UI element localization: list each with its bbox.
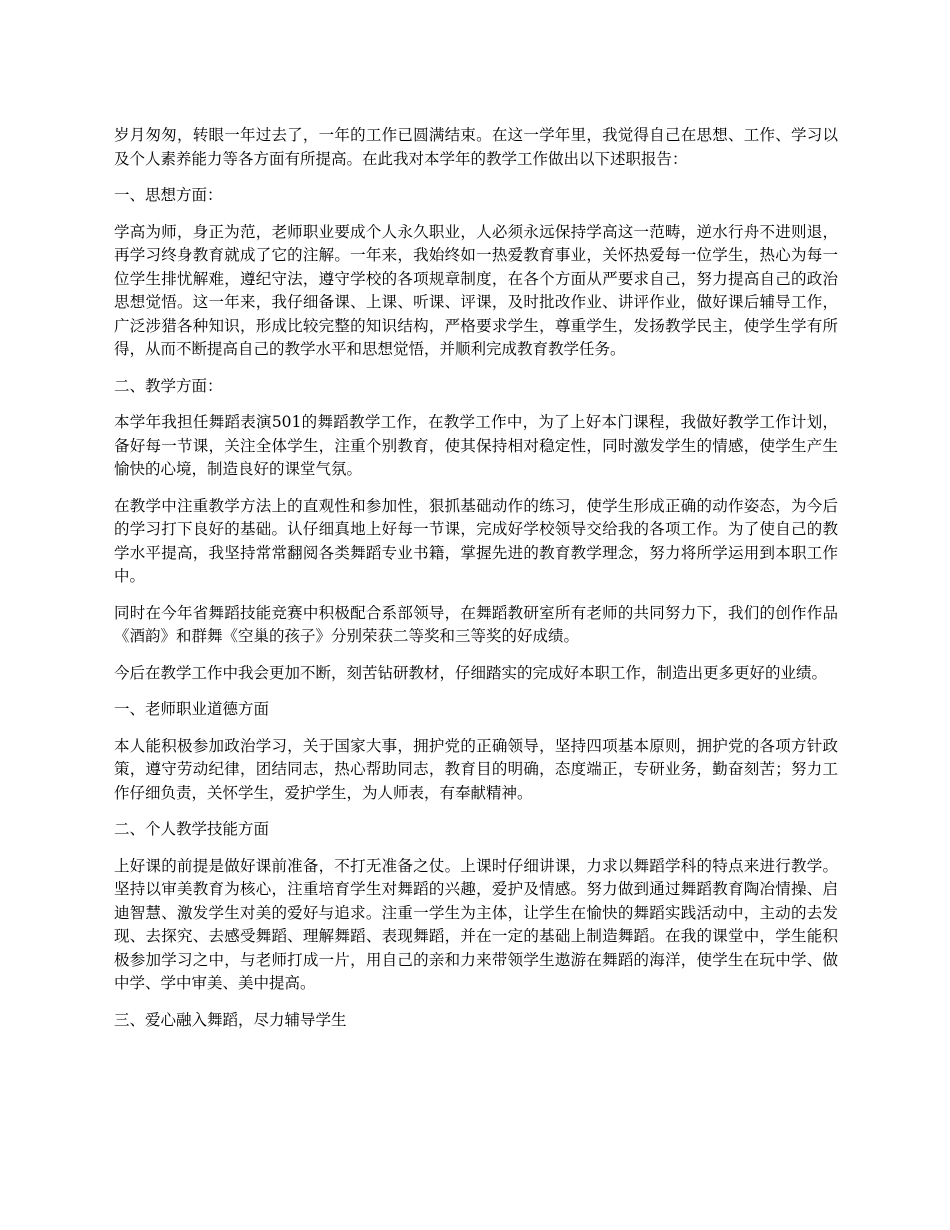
section-heading-teaching: 二、教学方面： (114, 376, 223, 395)
teaching-paragraph-2: 在教学中注重教学方法上的直观性和参加性，狠抓基础动作的练习，使学生形成正确的动作姿态，为今后的学习打下良好的基础。认仔细真地上好每一节课，完成好学校领导交给我的各项工作。为了使自己的教学水平提高，我坚持常常翻阅各类舞蹈专业书籍，掌握先进的教育教学理念，努力将所学运用到本职工作中。 (114, 496, 838, 585)
section-heading-thought: 一、思想方面： (114, 186, 223, 204)
document-page (114, 124, 838, 1045)
section-heading-care: 三、爱心融入舞蹈，尽力辅导学生 (114, 1010, 347, 1029)
teaching-paragraph-3: 同时在今年省舞蹈技能竞赛中积极配合系部领导，在舞蹈教研室所有老师的共同努力下，我们的创作作品《酒韵》和群舞《空巢的孩子》分别荣获二等奖和三等奖的好成绩。 (114, 603, 838, 645)
teaching-paragraph-1: 本学年我担任舞蹈表演501的舞蹈教学工作，在教学工作中，为了上好本门课程，我做好教学工作计划，备好每一节课，关注全体学生，注重个别教育，使其保持相对稳定性，同时激发学生的情感，使学生产生愉快的心境，制造良好的课堂气氛。 (114, 413, 838, 478)
teaching-paragraph-4: 今后在教学工作中我会更加不断，刻苦钻研教材，仔细踏实的完成好本职工作，制造出更多更好的业绩。 (114, 663, 828, 682)
skills-paragraph: 上好课的前提是做好课前准备，不打无准备之仗。上课时仔细讲课，力求以舞蹈学科的特点来进行教学。坚持以审美教育为核心，注重培育学生对舞蹈的兴趣，爱护及情感。努力做到通过舞蹈教育陶冶情操、启迪智慧、激发学生对美的爱好与追求。注重一学生为主体，让学生在愉快的舞蹈实践活动中，主动的去发现、去探究、去感受舞蹈、理解舞蹈、表现舞蹈，并在一定的基础上制造舞蹈。在我的课堂中，学生能积极参加学习之中，与老师打成一片，用自己的亲和力来带领学生遨游在舞蹈的海洋，使学生在玩中学、做中学、学中审美、美中提高。 (114, 856, 838, 992)
section-heading-skills: 二、个人教学技能方面 (114, 820, 270, 838)
ethics-paragraph: 本人能积极参加政治学习，关于国家大事，拥护党的正确领导，坚持四项基本原则，拥护党的各项方针政策，遵守劳动纪律，团结同志，热心帮助同志，教育目的明确，态度端正，专研业务，勤奋刻苦；努力工作仔细负责，关怀学生，爱护学生，为人师表，有奉献精神。 (114, 736, 838, 802)
section-heading-ethics: 一、老师职业道德方面 (114, 700, 270, 718)
intro-paragraph: 岁月匆匆，转眼一年过去了，一年的工作已圆满结束。在这一学年里，我觉得自己在思想、工作、学习以及个人素养能力等各方面有所提高。在此我对本学年的教学工作做出以下述职报告： (114, 126, 838, 168)
thought-paragraph: 学高为师，身正为范，老师职业要成个人永久职业，人必须永远保持学高这一范畴，逆水行舟不进则退，再学习终身教育就成了它的注解。一年来，我始终如一热爱教育事业，关怀热爱每一位学生，热心为每一位学生排忧解难，遵纪守法，遵守学校的各项规章制度，在各个方面从严要求自己，努力提高自己的政治思想觉悟。这一年来，我仔细备课、上课、听课、评课，及时批改作业、讲评作业，做好课后辅导工作，广泛涉猎各种知识，形成比较完整的知识结构，严格要求学生，尊重学生，发扬教学民主，使学生学有所得，从而不断提高自己的教学水平和思想觉悟，并顺利完成教育教学任务。 (114, 222, 838, 358)
